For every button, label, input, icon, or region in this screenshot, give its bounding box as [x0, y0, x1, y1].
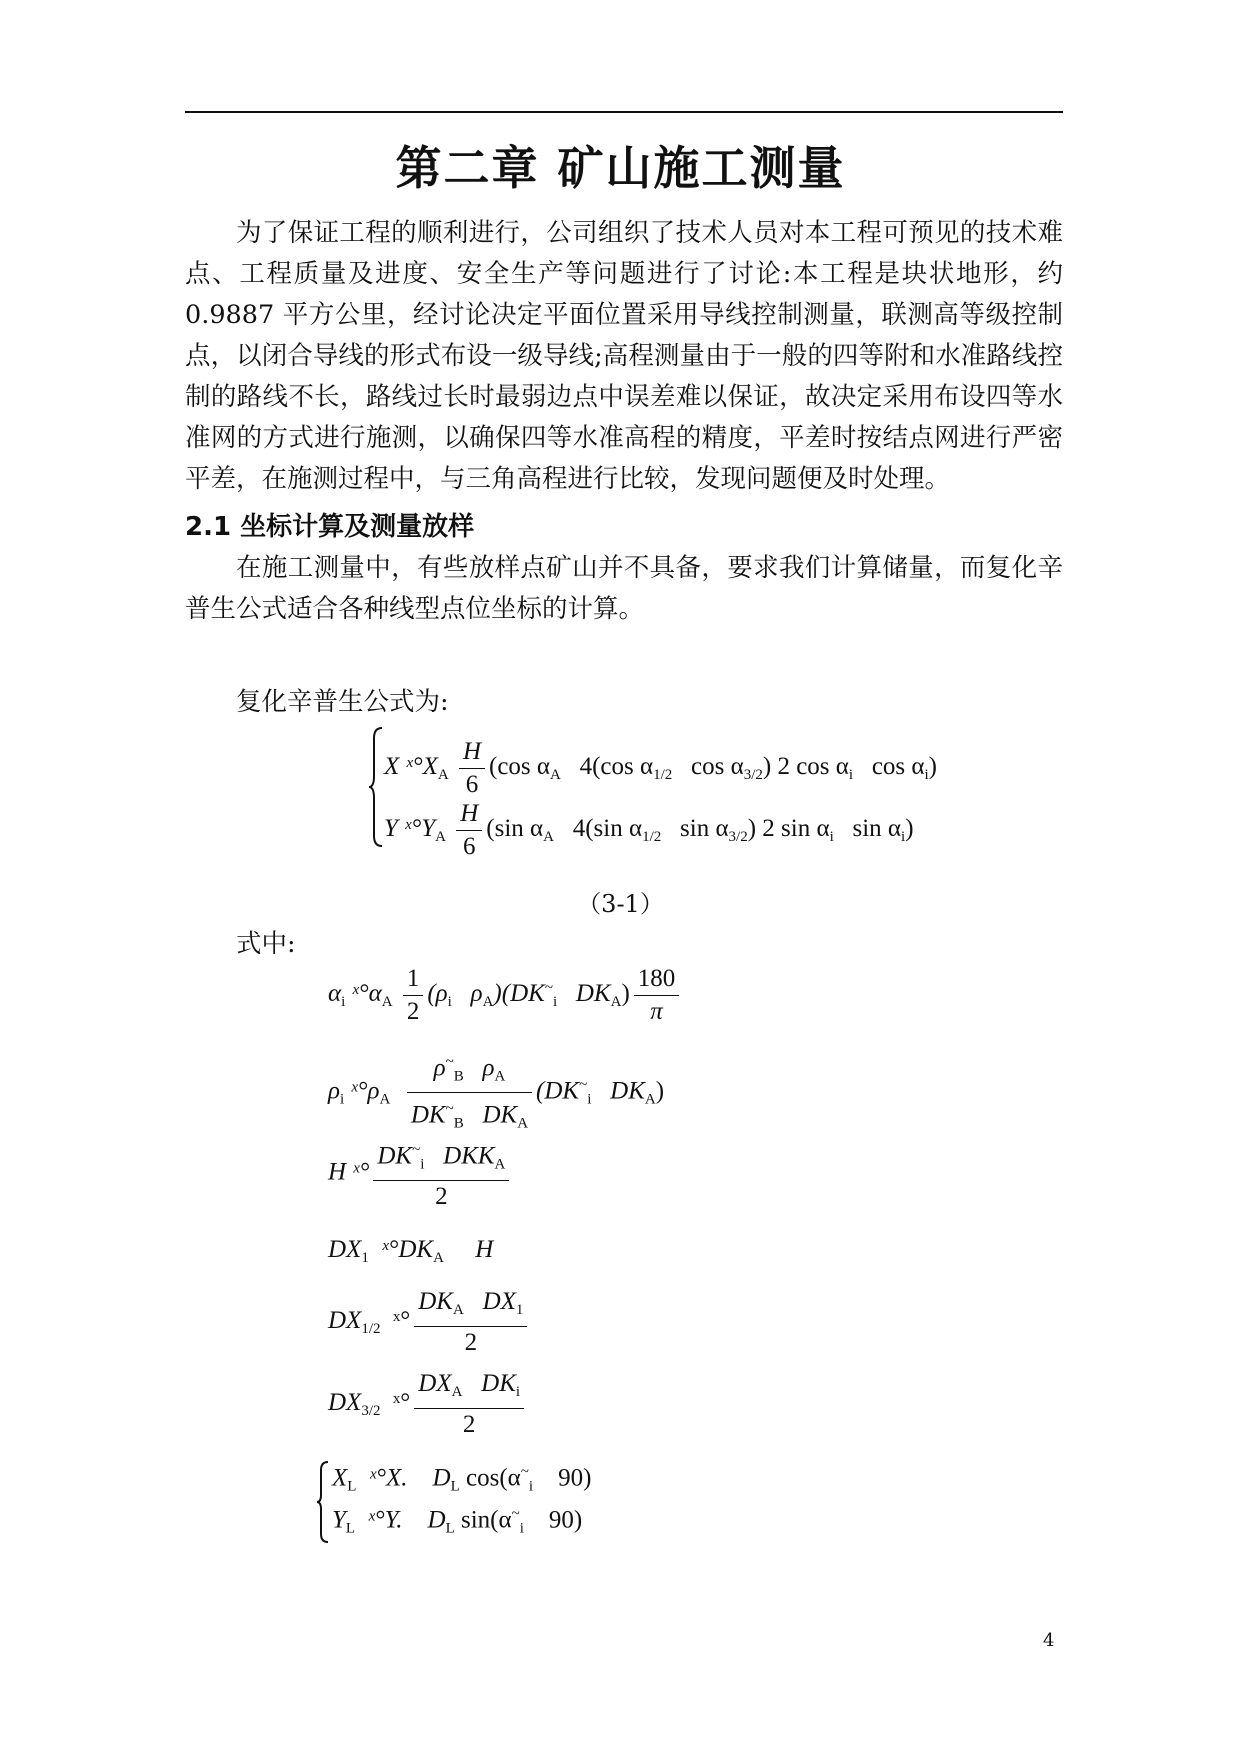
equation-y-line: Y $ˣ^\circ Y_A$ $\frac{H}{6}$ (sin $\alpha_A$ 4(sin $\alpha_{1/2}$ $\sin \alpha_{3/2}$) 2 $\sin \alpha_i$ $\sin \alpha_i$) [384, 798, 914, 863]
rho-formula: $\rho_i$ $ˣ^\circ\rho_A$ $\frac{\rho^\sim_B \rho_A}{DK^\sim_B DK_A}$ ($DK^\sim_i$ $DK_A$) [328, 1046, 664, 1140]
dx-half-fraction: $\frac{DK_A DX_1}{2}$ [414, 1286, 527, 1359]
section-paragraph: 在施工测量中，有些放样点矿山并不具备，要求我们计算储量，而复化辛普生公式适合各种线型点位坐标的计算。 [185, 553, 1063, 624]
system-brace-2 [316, 1460, 330, 1544]
section-heading: 2.1 坐标计算及测量放样 [185, 512, 475, 542]
where-label: 式中: [236, 929, 296, 959]
yl-formula: $Y_L$ ˣ°Y. $D_L$ $\sin(\alpha^\sim_i$ 90) [332, 1506, 583, 1537]
formula-intro: 复化辛普生公式为: [236, 687, 449, 717]
half-fraction: $\frac{1}{2}$ [403, 963, 424, 1028]
header-rule [185, 111, 1063, 113]
rho-slope-fraction: $\frac{\rho^\sim_B \rho_A}{DK^\sim_B DK_A}$ [407, 1046, 532, 1140]
h-over-6-fraction: $\frac{H}{6}$ [459, 736, 485, 801]
degree-conversion-fraction: $\frac{180}{\pi}$ [634, 963, 680, 1028]
equation-number: （3-1） [577, 890, 664, 918]
eq-x-prefix: X ˣ°X [384, 753, 438, 781]
alpha-formula: $\alpha_i$ $ˣ^\circ\alpha_A$ $\frac{1}{2}$ ($\rho_i$ $\rho_A)(DK^\sim_i$ $DK_A$) $\frac{180}{\pi}$ [328, 963, 683, 1028]
h-over-6-fraction: $\frac{H}{6}$ [456, 798, 482, 863]
intro-paragraph: 为了保证工程的顺利进行，公司组织了技术人员对本工程可预见的技术难点、工程质量及进度、安全生产等问题进行了讨论:本工程是块状地形，约 0.9887 平方公里，经讨论决定平面位置采用导线控制测量，联测高等级控制点，以闭合导线的形式布设一级导线;高程测量由于一般的四等附和水准路线控制的路线不长，路线过长时最弱边点中误差难以保证，故决定采用布设四等水准网的方式进行施测，以确保四等水准高程的精度，平差时按结点网进行严密平差，在施测过程中，与三角高程进行比较，发现问题便及时处理。 [185, 218, 1063, 494]
eq-y-prefix: Y ˣ°Y [384, 815, 436, 843]
chapter-title: 第二章 矿山施工测量 [395, 141, 846, 195]
xl-formula: $X_L$ ˣ°X. $D_L$ $\cos(\alpha^\sim_i$ 90) [332, 1464, 592, 1495]
h-formula: H ˣ° $\frac{DK^\sim_i DKK_A}{2}$ [328, 1134, 513, 1213]
equation-x-line: X $ˣ^\circ X_A$ $\frac{H}{6}$ (cos $\alpha_A$ 4(cos $\alpha_{1/2}$ $\cos \alpha_{3/2}$) 2 $\cos \alpha_i$ $\cos \alpha_i$) [384, 736, 937, 801]
system-brace-1 [368, 726, 384, 848]
dx1-formula: $DX_1$ $ˣ^\circ DK_A$ H [328, 1236, 494, 1266]
dx-threehalf-formula: $DX_{3/2}$ ˣ° $\frac{DX_A DK_i}{2}$ [328, 1368, 528, 1441]
h-fraction: $\frac{DK^\sim_i DKK_A}{2}$ [373, 1134, 509, 1213]
page-number: 4 [1043, 1630, 1055, 1651]
dx-threehalf-fraction: $\frac{DX_A DK_i}{2}$ [414, 1368, 524, 1441]
dx-half-formula: $DX_{1/2}$ ˣ° $\frac{DK_A DX_1}{2}$ [328, 1286, 531, 1359]
